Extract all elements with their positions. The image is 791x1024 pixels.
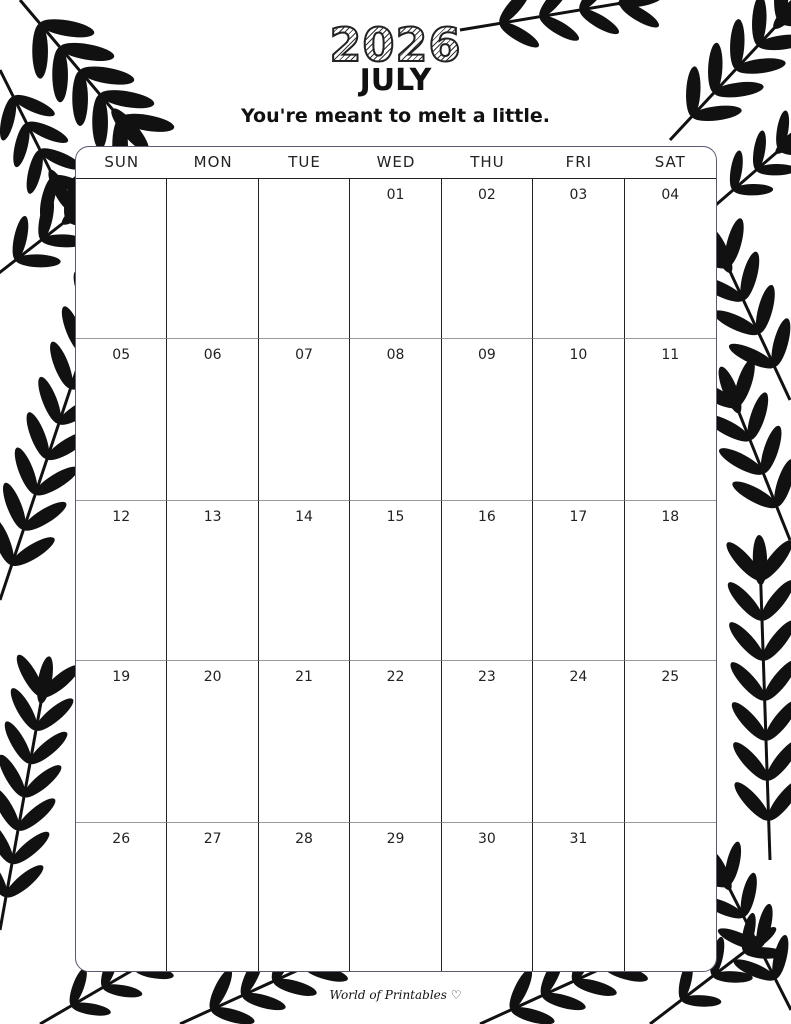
weekday-fri: FRI [565, 153, 593, 171]
day-number: 10 [569, 347, 588, 363]
calendar-year: 2026 [0, 20, 791, 70]
day-cell[interactable] [76, 501, 167, 661]
day-number: 17 [569, 509, 588, 525]
day-number: 28 [295, 831, 313, 847]
day-cell[interactable] [259, 823, 350, 972]
day-cell[interactable] [350, 501, 441, 661]
weekday-sun: SUN [104, 153, 140, 171]
day-number: 23 [478, 669, 496, 685]
day-number: 19 [112, 669, 131, 685]
day-cell[interactable] [350, 179, 441, 339]
day-cell[interactable] [442, 339, 533, 501]
leaf-branch-icon [722, 535, 791, 860]
day-number: 08 [386, 347, 405, 363]
day-cell[interactable] [350, 339, 441, 501]
day-cell[interactable] [533, 339, 624, 501]
day-number: 06 [203, 347, 222, 363]
weekday-sat: SAT [654, 153, 686, 171]
day-cell[interactable] [259, 661, 350, 823]
day-number: 11 [661, 347, 680, 363]
day-number: 14 [295, 509, 313, 525]
day-number: 29 [386, 831, 405, 847]
day-cell[interactable] [167, 339, 258, 501]
day-cell[interactable] [259, 179, 350, 339]
day-cell[interactable] [625, 661, 716, 823]
day-cell[interactable] [442, 661, 533, 823]
day-number: 31 [569, 831, 588, 847]
day-cell[interactable] [625, 823, 716, 972]
day-number: 16 [478, 509, 496, 525]
day-cell[interactable] [350, 823, 441, 972]
day-cell[interactable] [533, 823, 624, 972]
brand-logo: World of Printables ♡ [329, 988, 462, 1002]
leaf-branch-icon [0, 652, 83, 930]
day-cell[interactable] [533, 501, 624, 661]
day-cell[interactable] [76, 339, 167, 501]
day-cell[interactable] [76, 823, 167, 972]
calendar-quote: You're meant to melt a little. [241, 105, 550, 127]
day-cell[interactable] [167, 823, 258, 972]
day-number: 18 [661, 509, 680, 525]
weekday-tue: TUE [288, 153, 321, 171]
day-number: 24 [569, 669, 588, 685]
day-number: 07 [295, 347, 313, 363]
day-cell[interactable] [167, 661, 258, 823]
day-cell[interactable] [259, 501, 350, 661]
day-cell[interactable] [167, 501, 258, 661]
calendar-grid [75, 146, 717, 972]
day-cell[interactable] [625, 339, 716, 501]
calendar-month: JULY [359, 63, 432, 98]
day-cell[interactable] [442, 179, 533, 339]
day-number: 02 [478, 187, 496, 203]
day-number: 13 [203, 509, 222, 525]
day-number: 12 [112, 509, 131, 525]
day-cell[interactable] [533, 179, 624, 339]
weekday-wed: WED [376, 153, 416, 171]
day-number: 03 [569, 187, 588, 203]
day-number: 15 [386, 509, 405, 525]
day-cell[interactable] [350, 661, 441, 823]
day-number: 20 [203, 669, 222, 685]
day-cell[interactable] [76, 661, 167, 823]
day-cell[interactable] [167, 179, 258, 339]
day-number: 26 [112, 831, 131, 847]
day-number: 30 [478, 831, 496, 847]
day-number: 27 [203, 831, 222, 847]
day-number: 04 [661, 187, 680, 203]
day-number: 01 [386, 187, 405, 203]
day-cell[interactable] [533, 661, 624, 823]
weekday-mon: MON [193, 153, 233, 171]
day-number: 21 [295, 669, 313, 685]
day-number: 09 [478, 347, 496, 363]
weekday-thu: THU [470, 153, 505, 171]
day-number: 22 [386, 669, 405, 685]
day-number: 25 [661, 669, 680, 685]
day-cell[interactable] [76, 179, 167, 339]
day-cell[interactable] [625, 179, 716, 339]
day-cell[interactable] [259, 339, 350, 501]
day-cell[interactable] [442, 501, 533, 661]
day-number: 05 [112, 347, 131, 363]
day-cell[interactable] [442, 823, 533, 972]
weekday-header [76, 147, 716, 179]
day-cells [76, 179, 716, 972]
day-cell[interactable] [625, 501, 716, 661]
